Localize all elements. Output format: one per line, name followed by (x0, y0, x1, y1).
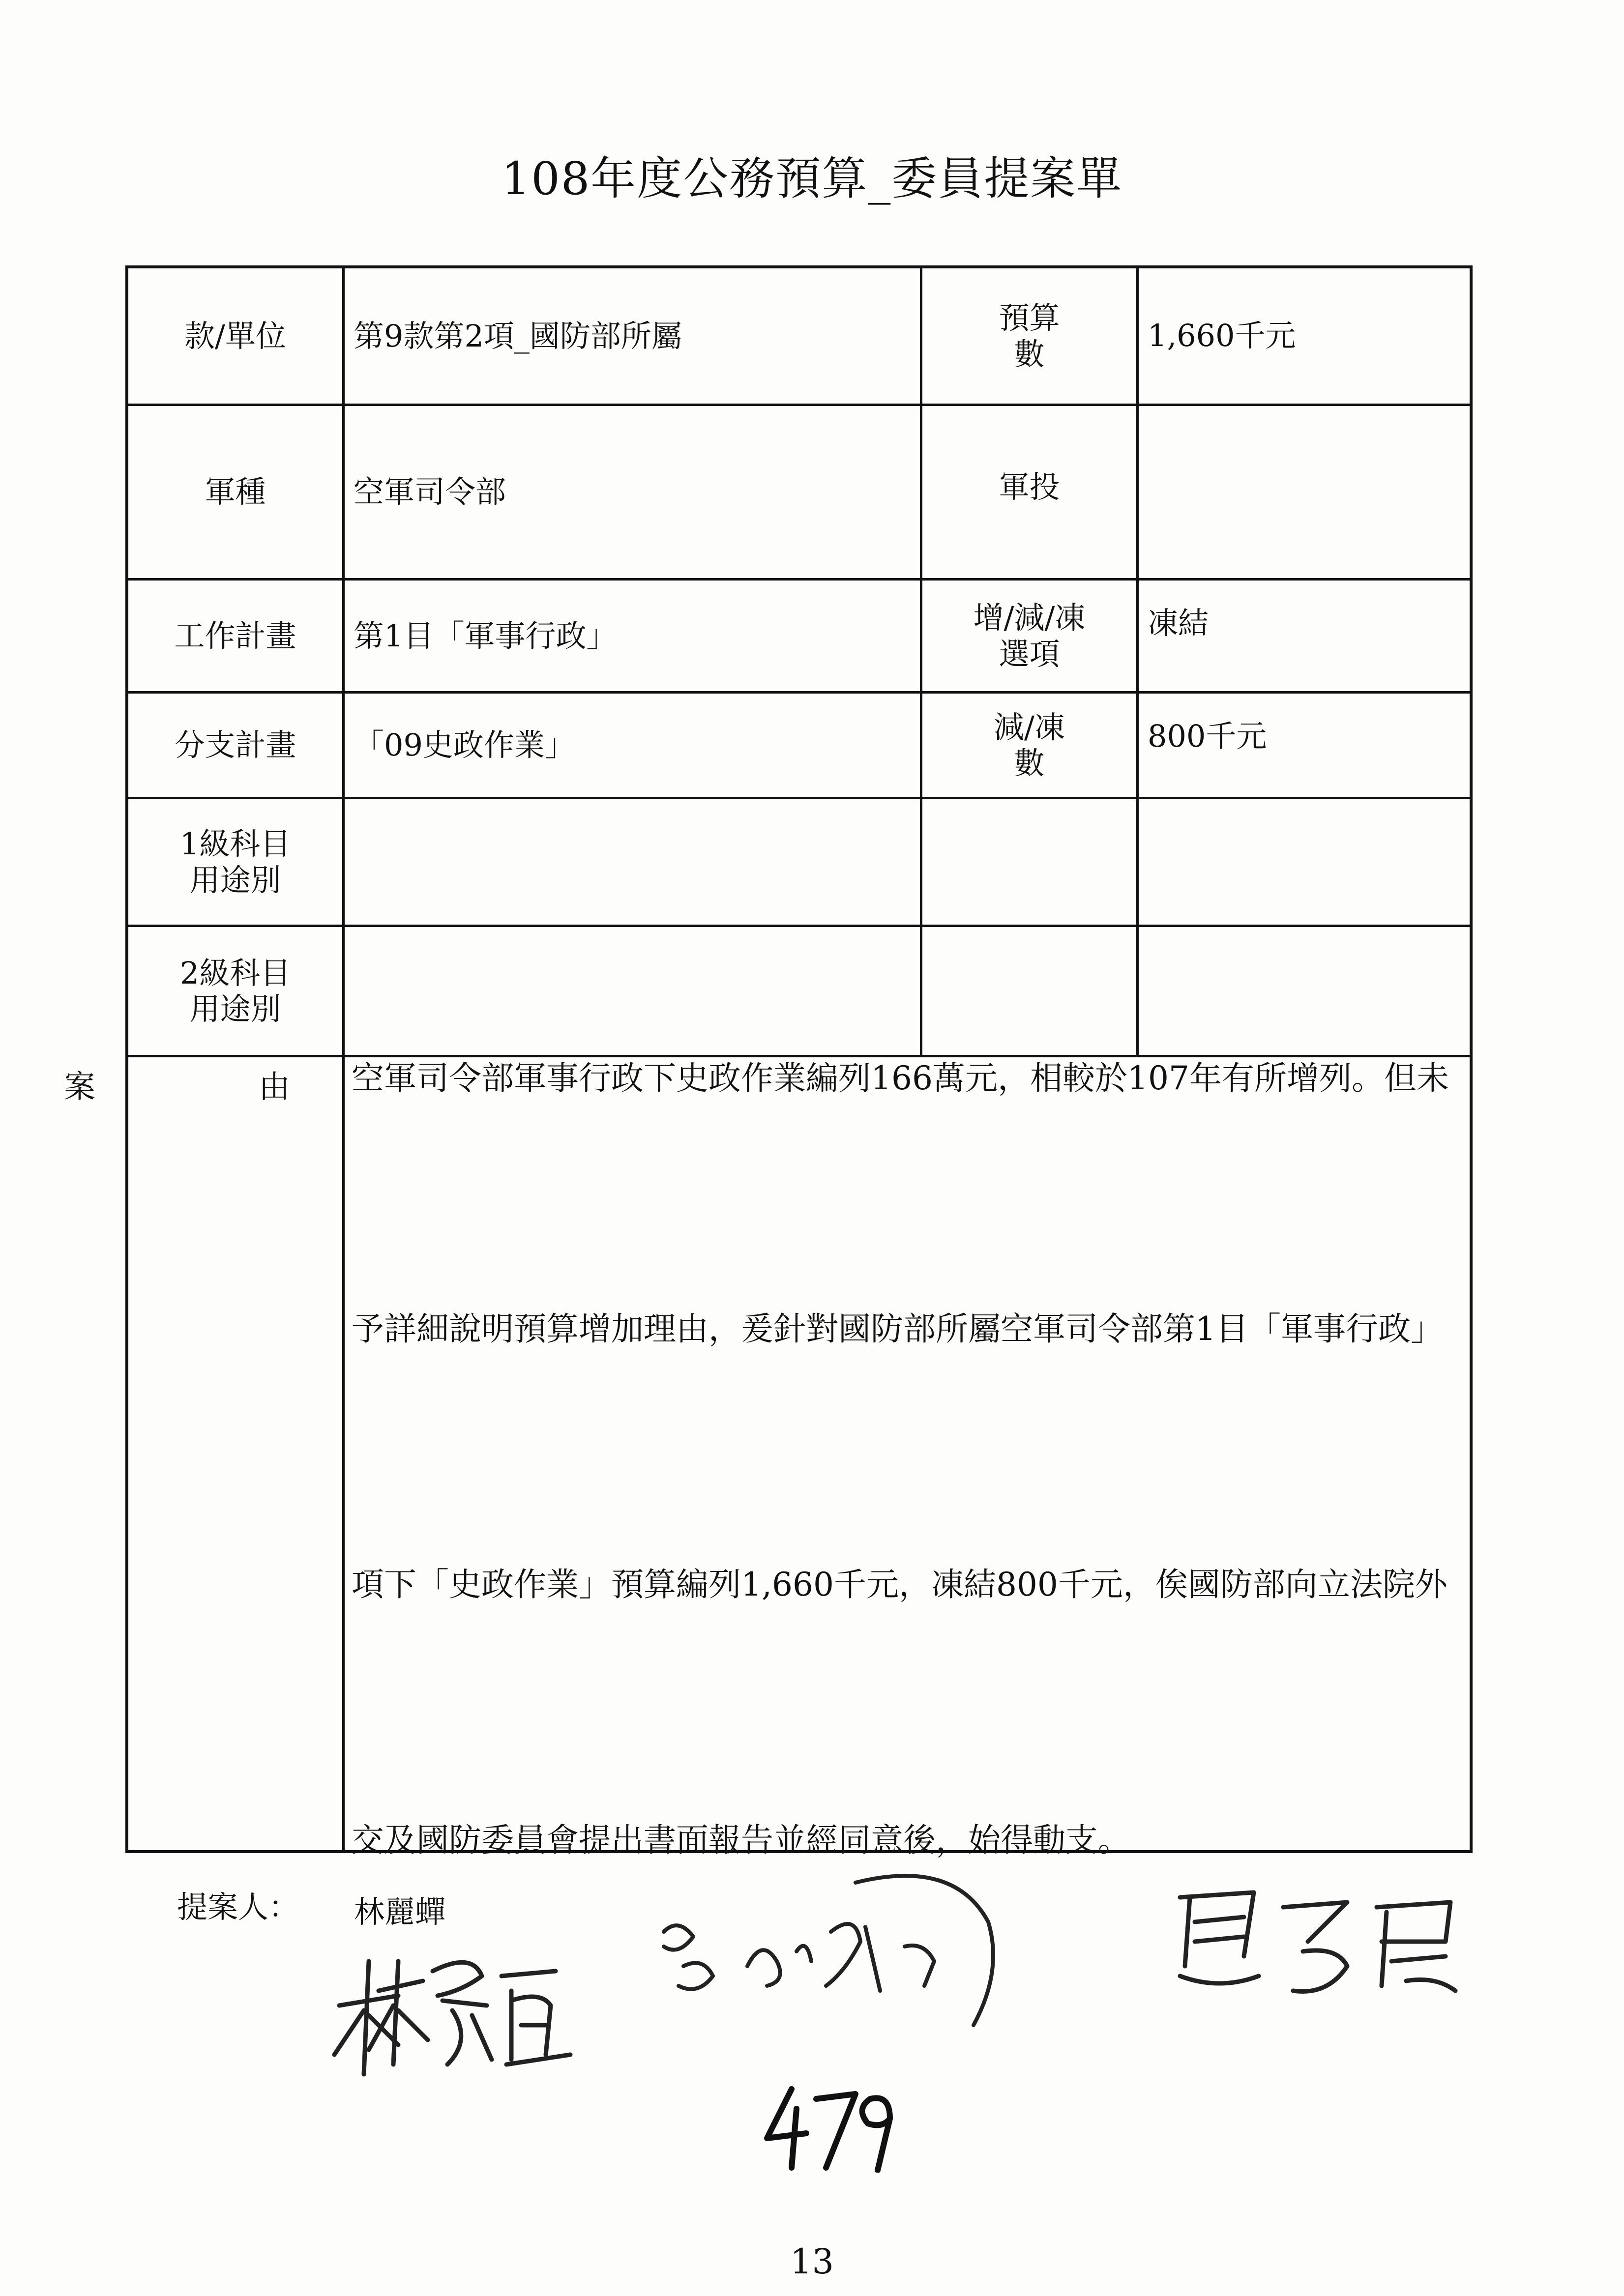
page-title: 108年度公務預算_委員提案單 (501, 152, 1123, 205)
level2-label-line2: 用途別 (189, 991, 281, 1027)
level1-label-line2: 用途別 (189, 862, 281, 898)
subplan-label: 分支計畫 (174, 727, 296, 763)
subplan-value: 「09史政作業」 (354, 727, 575, 763)
level1-label (128, 799, 342, 925)
unit-label: 款/單位 (184, 318, 286, 354)
plan-value: 第1目「軍事行政」 (354, 617, 617, 654)
reason-line-3: 項下「史政作業」預算編列1,660千元，凍結800千元，俟國防部向立法院外 (352, 1566, 1447, 1603)
budget-label-line2: 數 (1014, 336, 1045, 372)
unit-value: 第9款第2項_國防部所屬 (354, 318, 682, 354)
reason-line-1: 空軍司令部軍事行政下史政作業編列166萬元，相較於107年有所增列。但未 (352, 1059, 1449, 1097)
option-value: 凍結 (1148, 605, 1209, 641)
military-invest-value (1139, 406, 1471, 578)
reason-label-char1: 案 (64, 1069, 95, 1105)
proposer-label: 提案人： (177, 1889, 299, 1925)
budget-value: 1,660千元 (1148, 318, 1296, 353)
signature-1 (325, 1932, 580, 2089)
level2-label (128, 927, 342, 1055)
budget-label-line1: 預算 (999, 300, 1060, 336)
amount-label-line1: 減/凍 (994, 709, 1065, 745)
budget-label (922, 268, 1136, 404)
military-invest-label: 軍投 (999, 469, 1060, 505)
reason-label-char2: 由 (259, 1069, 290, 1105)
plan-label: 工作計畫 (174, 617, 296, 654)
level1-label-line1: 1級科目 (179, 826, 291, 862)
option-label (922, 581, 1136, 691)
page-number: 13 (790, 2241, 834, 2282)
service-value: 空軍司令部 (354, 474, 506, 510)
level2-label-line1: 2級科目 (179, 955, 291, 991)
reason-line-2: 予詳細說明預算增加理由，爰針對國防部所屬空軍司令部第1目「軍事行政」 (352, 1310, 1443, 1348)
service-label: 軍種 (205, 474, 266, 510)
reason-line-4: 交及國防委員會提出書面報告並經同意後，始得動支。 (352, 1821, 1130, 1859)
amount-label (922, 694, 1136, 797)
amount-label-line2: 數 (1014, 745, 1045, 781)
signature-3 (1160, 1868, 1485, 2025)
handwritten-page-number (757, 2079, 905, 2173)
proposer-name: 林麗蟬 (354, 1894, 446, 1930)
signature-2 (649, 1863, 1023, 2060)
reason-label (34, 1062, 320, 1107)
amount-value: 800千元 (1148, 718, 1267, 754)
option-label-line1: 增/減/凍 (973, 600, 1086, 636)
option-label-line2: 選項 (999, 636, 1060, 672)
